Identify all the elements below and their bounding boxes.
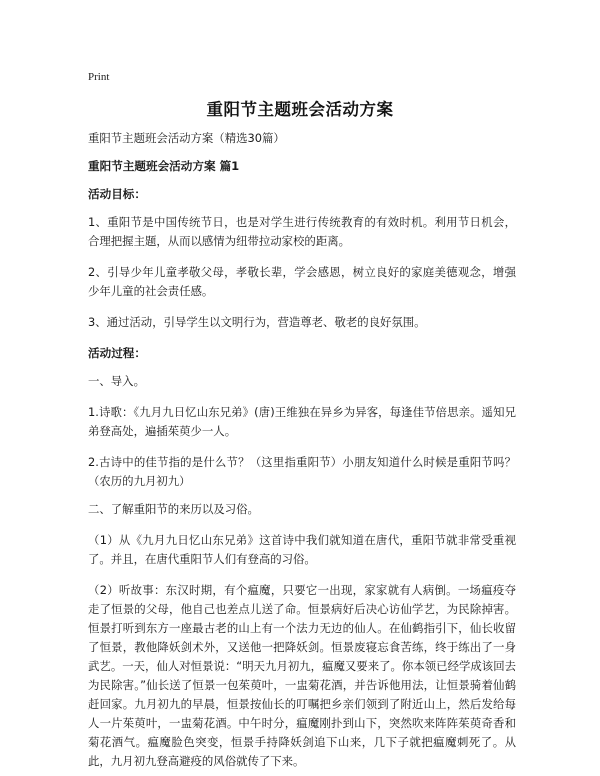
goal-item: 2、引导少年儿童孝敬父母，孝敬长辈，学会感恩，树立良好的家庭美德观念，增强少年儿童的社会责任感。 [88,265,516,298]
goal-item: 1、重阳节是中国传统节日，也是对学生进行传统教育的有效时机。利用节日机会，合理把握主题，从而以感情为纽带拉动家校的距离。 [88,215,516,248]
step2-heading: 二、了解重阳节的来历以及习俗。 [88,502,259,516]
document-title: 重阳节主题班会活动方案 [206,100,394,119]
step1-item: 1.诗歌：《九月九日忆山东兄弟》(唐)王维独在异乡为异客，每逢佳节倍思亲。遥知兄弟登高处，遍插茱萸少一人。 [88,405,516,438]
goals-heading: 活动目标： [88,187,146,201]
step1-heading: 一、导入。 [88,374,145,388]
document-body [88,129,516,771]
document-subtitle: 重阳节主题班会活动方案（精选30篇） [88,131,285,145]
step2-item: （1）从《九月九日忆山东兄弟》这首诗中我们就知道在唐代，重阳节就非常受重视了。并且，在唐代重阳节人们有登高的习俗。 [88,533,516,566]
print-label: Print [88,71,110,83]
goal-item: 3、通过活动，引导学生以文明行为，营造尊老、敬老的良好氛围。 [88,315,426,329]
part-title: 重阳节主题班会活动方案 篇1 [88,159,240,173]
process-heading: 活动过程： [88,346,146,360]
step2-item: （2）听故事：东汉时期，有个瘟魔，只要它一出现，家家就有人病倒。一场瘟疫夺走了恒景的父母，他自己也差点儿送了命。恒景病好后决心访仙学艺，为民除掉害。恒景打听到东方一座最古老的山上有一个法力无边的仙人。在仙鹤指引下，仙长收留了恒景，教他降妖剑术外，又送他一把降妖剑。恒景废寝忘食苦练，终于练出了一身武艺。一天，仙人对恒景说：“明天九月初九，瘟魔又要来了。你本领已经学成该回去为民除害。”仙长送了恒景一包茱萸叶，一盅菊花酒，并告诉他用法，让恒景骑着仙鹤赶回家。九月初九的早晨，恒景按仙长的叮嘱把乡亲们领到了附近山上，然后发给每人一片茱萸叶，一盅菊花酒。中午时分，瘟魔刚扑到山下，突然吹来阵阵茱萸奇香和菊花酒气。瘟魔脸色突变，恒景手持降妖剑追下山来，几下子就把瘟魔刺死了。从此，九月初九登高避疫的风俗就传了下来。 [88,583,516,768]
step1-item: 2.古诗中的佳节指的是什么节？（这里指重阳节）小朋友知道什么时候是重阳节吗？（农历的九月初九） [88,455,516,488]
